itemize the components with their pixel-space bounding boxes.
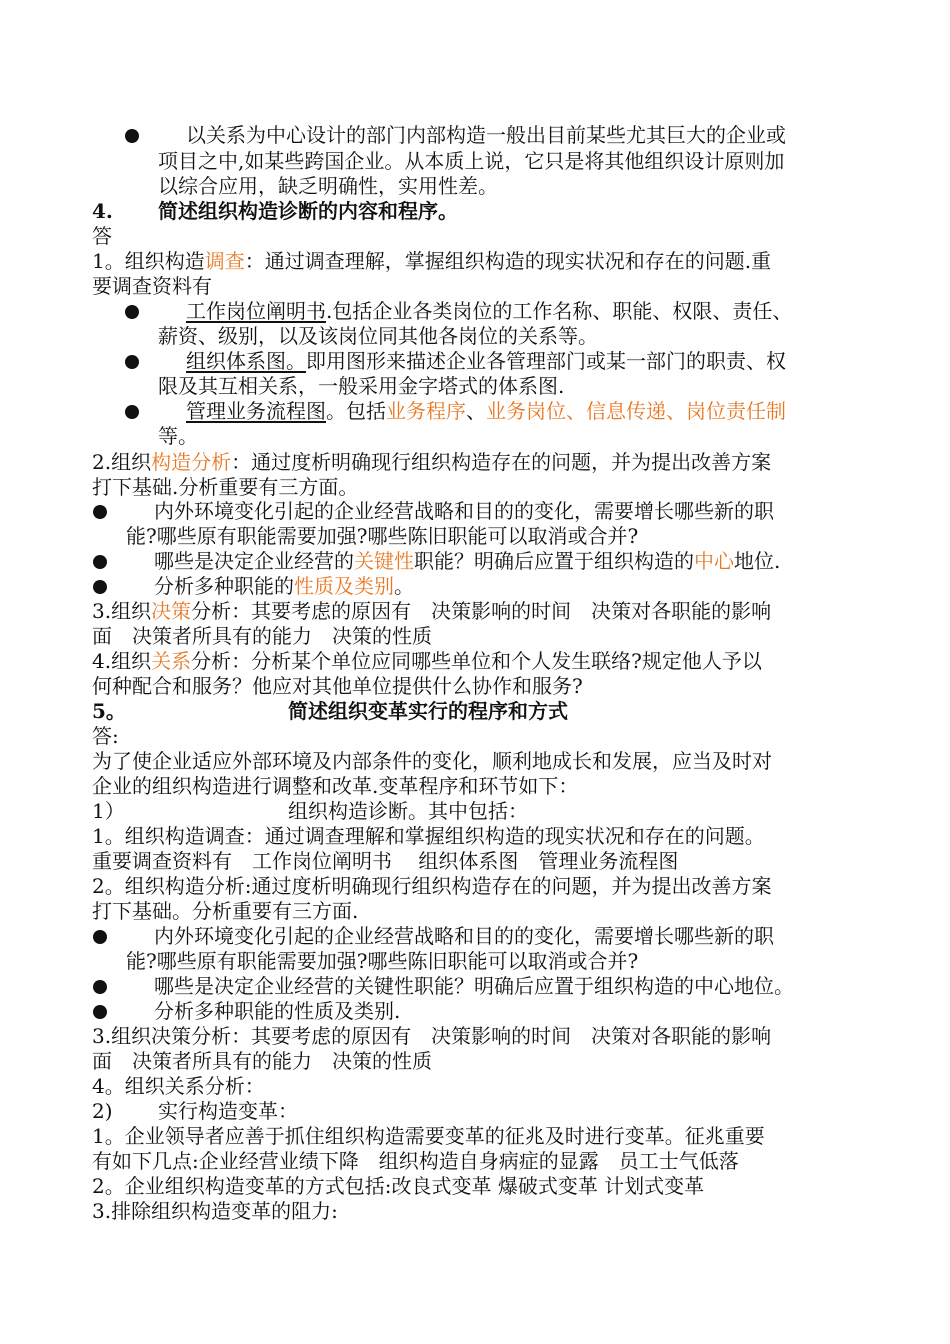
- underlined-term: 管理业务流程图: [186, 399, 326, 423]
- highlight-text: 业务程序: [386, 399, 466, 423]
- bullet-icon: [93, 930, 107, 944]
- bullet-icon: [125, 355, 139, 369]
- bullet-icon: [93, 580, 107, 594]
- bullet-icon: [125, 305, 139, 319]
- bullet-line: 管理业务流程图。包括业务程序、业务岗位、信息传递、岗位责任制: [186, 399, 786, 423]
- bullet-line: 内外环境变化引起的企业经营战略和目的的变化，需要增长哪些新的职: [154, 499, 774, 523]
- section-line: 1。组织构造调查：通过调查理解，掌握组织构造的现实状况和存在的问题.重: [92, 249, 772, 273]
- answer-label: 答: [92, 224, 112, 248]
- highlight-text: 构造分析: [151, 450, 232, 474]
- bullet-line: 工作岗位阐明书.包括企业各类岗位的工作名称、职能、权限、责任、: [186, 299, 793, 323]
- question-title: 简述组织变革实行的程序和方式: [288, 699, 568, 723]
- paragraph-line: 3.排除组织构造变革的阻力:: [92, 1199, 338, 1223]
- text-line: 项目之中,如某些跨国企业。从本质上说，它只是将其他组织设计原则加: [158, 149, 785, 173]
- bullet-line: 分析多种职能的性质及类别.: [154, 999, 401, 1023]
- bullet-line: 组织体系图。即用图形来描述企业各管理部门或某一部门的职责、权: [186, 349, 786, 373]
- bullet-line: 能?哪些原有职能需要加强?哪些陈旧职能可以取消或合并?: [126, 949, 639, 973]
- question-title: 简述组织构造诊断的内容和程序。: [158, 199, 458, 223]
- bullet-line: 等。: [158, 424, 198, 448]
- bullet-line: 限及其互相关系，一般采用金字塔式的体系图.: [158, 374, 565, 398]
- bullet-line: 内外环境变化引起的企业经营战略和目的的变化，需要增长哪些新的职: [154, 924, 774, 948]
- bullet-icon: [125, 129, 139, 143]
- paragraph-line: 2。组织构造分析:通过度析明确现行组织构造存在的问题，并为提出改善方案: [92, 874, 772, 898]
- paragraph-line: 4。组织关系分析：: [92, 1074, 265, 1098]
- underlined-term: 组织体系图。: [186, 349, 306, 373]
- question-number: 5。: [92, 699, 126, 723]
- question-number: 4.: [92, 199, 113, 223]
- bullet-icon: [93, 555, 107, 569]
- section-line: 打下基础.分析重要有三方面。: [92, 475, 359, 499]
- underlined-term: 工作岗位阐明书: [186, 299, 326, 323]
- section-line: 何种配合和服务？他应对其他单位提供什么协作和服务?: [92, 674, 583, 698]
- highlight-text: 调查: [204, 249, 245, 273]
- highlight-text: 业务岗位、信息传递、岗位责任制: [486, 399, 786, 423]
- bullet-line: 哪些是决定企业经营的关键性职能？明确后应置于组织构造的中心地位.: [154, 549, 781, 573]
- highlight-text: 决策: [151, 599, 192, 623]
- section-line: 3.组织决策分析：其要考虑的原因有 决策影响的时间 决策对各职能的影响: [92, 599, 772, 623]
- bullet-line: 薪资、级别，以及该岗位同其他各岗位的关系等。: [158, 324, 598, 348]
- section-line: 要调查资料有: [92, 274, 212, 298]
- highlight-text: 性质及类别: [294, 574, 394, 598]
- paragraph-line: 企业的组织构造进行调整和改革.变革程序和环节如下：: [92, 774, 579, 798]
- answer-label: 答:: [92, 724, 119, 748]
- bullet-icon: [125, 405, 139, 419]
- bullet-line: 哪些是决定企业经营的关键性职能？明确后应置于组织构造的中心地位。: [154, 974, 794, 998]
- section-line: 面 决策者所具有的能力 决策的性质: [92, 624, 432, 648]
- section-line: 4.组织关系分析：分析某个单位应同哪些单位和个人发生联络?规定他人予以: [92, 649, 762, 673]
- bullet-icon: [93, 505, 107, 519]
- paragraph-line: 有如下几点:企业经营业绩下降 组织构造自身病症的显露 员工士气低落: [92, 1149, 739, 1173]
- bullet-icon: [93, 980, 107, 994]
- text-line: 以综合应用，缺乏明确性，实用性差。: [158, 174, 498, 198]
- paragraph-line: 3.组织决策分析：其要考虑的原因有 决策影响的时间 决策对各职能的影响: [92, 1024, 772, 1048]
- step-number: 1）: [92, 799, 125, 823]
- highlight-text: 关系: [151, 649, 192, 673]
- bullet-line: 分析多种职能的性质及类别。: [154, 574, 414, 598]
- step-title: 组织构造诊断。其中包括：: [288, 799, 528, 823]
- paragraph-line: 打下基础。分析重要有三方面.: [92, 899, 359, 923]
- paragraph-line: 1。企业领导者应善于抓住组织构造需要变革的征兆及时进行变革。征兆重要: [92, 1124, 765, 1148]
- highlight-text: 中心: [694, 549, 734, 573]
- bullet-icon: [93, 1005, 107, 1019]
- paragraph-line: 为了使企业适应外部环境及内部条件的变化，顺利地成长和发展，应当及时对: [92, 749, 772, 773]
- paragraph-line: 2。企业组织构造变革的方式包括:改良式变革 爆破式变革 计划式变革: [92, 1174, 705, 1198]
- paragraph-line: 重要调查资料有 工作岗位阐明书 组织体系图 管理业务流程图: [92, 849, 679, 873]
- step-number: 2): [92, 1099, 113, 1123]
- section-line: 2.组织构造分析：通过度析明确现行组织构造存在的问题，并为提出改善方案: [92, 450, 772, 474]
- step-title: 实行构造变革：: [158, 1099, 298, 1123]
- highlight-text: 关键性: [354, 549, 414, 573]
- paragraph-line: 面 决策者所具有的能力 决策的性质: [92, 1049, 432, 1073]
- bullet-line: 能?哪些原有职能需要加强?哪些陈旧职能可以取消或合并?: [126, 524, 639, 548]
- text-line: 以关系为中心设计的部门内部构造一般出目前某些尤其巨大的企业或: [186, 123, 786, 147]
- paragraph-line: 1。组织构造调查：通过调查理解和掌握组织构造的现实状况和存在的问题。: [92, 824, 765, 848]
